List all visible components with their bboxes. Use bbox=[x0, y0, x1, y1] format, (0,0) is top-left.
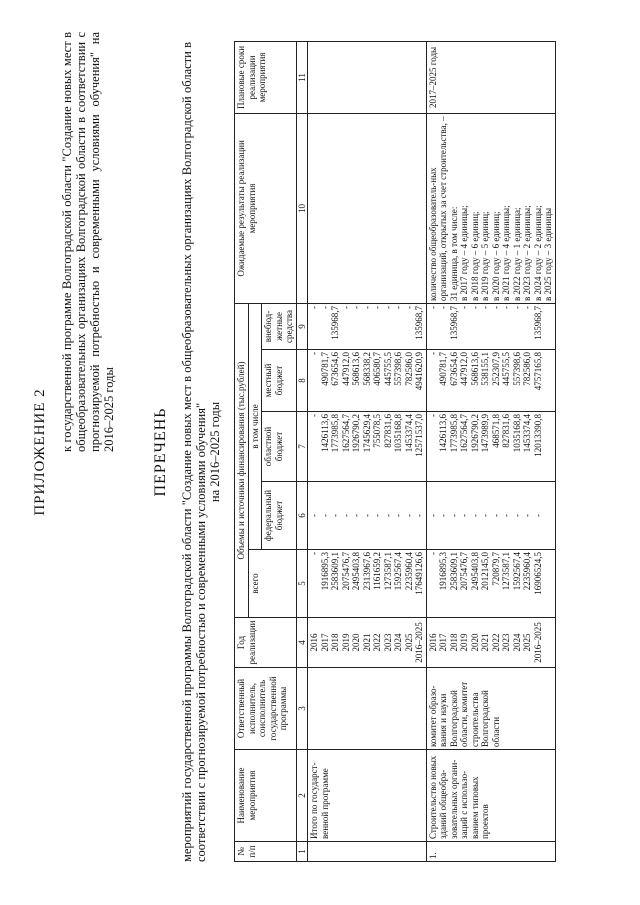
rotated-document-page bbox=[20, 12, 620, 892]
header-total: всего bbox=[248, 550, 296, 618]
row-federal: - - - - - - - - - - - bbox=[426, 482, 555, 550]
col-number: 2 bbox=[296, 750, 308, 842]
header-federal: федеральный бюджет bbox=[262, 482, 297, 550]
total-local: - 490781,7 673654,6 447912,0 568613,6 568338,2 406580,7 445755,5 557398,6 782586,0 4941620,9 bbox=[308, 350, 427, 412]
total-name: Итого по государст-венной программе bbox=[308, 750, 427, 842]
row-extra: - - 135968,7 - - - - - - - 135968,7 bbox=[426, 303, 555, 349]
header-year: Год реализации bbox=[235, 618, 297, 668]
col-number: 8 bbox=[296, 350, 308, 412]
total-extra: - - 135968,7 - - - - - - - 135968,7 bbox=[308, 303, 427, 349]
col-number: 7 bbox=[296, 412, 308, 482]
row-results: количество общеобразователь-ных организаций, открытых за счет строительства, – 31 единица, в том числе: в 2017 году – 4 единицы; в 2018 году – 6 единиц; в 2019 году – 5 единиц; в 2020 году – 6 единиц; в 2021 году – 4 единицы; в 2022 году – 1 единица; в 2023 году – 2 единицы; в 2024 году – 2 единицы; в 2025 году – 3 единицы bbox=[426, 113, 555, 303]
header-local: местный бюджет bbox=[262, 350, 297, 412]
header-no: № п/п bbox=[235, 842, 297, 862]
col-number: 9 bbox=[296, 303, 308, 349]
header-executor: Ответственный исполнитель, соисполнитель государственной программы bbox=[235, 668, 297, 750]
header-name: Наименование мероприятия bbox=[235, 750, 297, 842]
column-number-row bbox=[296, 41, 308, 861]
header-extra: внебюд-жетные средства bbox=[262, 303, 297, 349]
row-terms: 2017–2025 годы bbox=[426, 41, 555, 113]
measures-table bbox=[234, 41, 556, 862]
header-volumes: Объемы и источники финансирования (тыс.рублей) bbox=[235, 303, 249, 617]
document-subtitle bbox=[180, 42, 222, 862]
total-sum: - 1916895,3 2583609,1 2075476,7 2495403,8 2313967,6 1161659,2 1273587,1 1592567,4 2235960,4 17649126,6 bbox=[308, 550, 427, 618]
total-years: 2016 2017 2018 2019 2020 2021 2022 2023 2024 2025 2016–2025 bbox=[308, 618, 427, 668]
col-number: 5 bbox=[296, 550, 308, 618]
row-name: Строительство новых зданий общеобра-зовательных органи-заций с использо-ванием типовых проектов bbox=[426, 750, 555, 842]
total-regional: - 1426113,6 1773985,8 1627564,7 1926790,2 1745629,4 755078,5 827831,6 1035168,8 1453374,4 12571537,0 bbox=[308, 412, 427, 482]
document-subtitle-years: на 2016–2025 годы bbox=[208, 401, 222, 503]
col-number: 3 bbox=[296, 668, 308, 750]
row-total: - 1916895,3 2583609,1 2075476,7 2495403,8 2012145,0 720879,7 1273587,1 1592567,4 2235960,4 16906524,5 bbox=[426, 550, 555, 618]
row-number: 1. bbox=[426, 842, 555, 862]
table-row-total bbox=[308, 41, 427, 861]
appendix-title: ПРИЛОЖЕНИЕ 2 bbox=[32, 388, 48, 516]
header-incl: в том числе bbox=[248, 303, 262, 549]
col-number: 4 bbox=[296, 618, 308, 668]
document-title: ПЕРЕЧЕНЬ bbox=[152, 407, 169, 497]
document-subtitle-main: мероприятий государственной программы Волгоградской области "Создание новых мест в общеобразовательных организациях Волгоградской области в соответствии с прогнозируемой потребностью и современными условиями обучения" bbox=[180, 42, 208, 862]
header-terms: Плановые сроки реализации мероприятия bbox=[235, 41, 297, 113]
header-results: Ожидаемые результаты реализации мероприятия bbox=[235, 113, 297, 303]
row-years: 2016 2017 2018 2019 2020 2021 2022 2023 2024 2025 2016–2025 bbox=[426, 618, 555, 668]
appendix-text: к государственной программе Волгоградской области "Создание новых мест в общеобразовательных организациях Волгоградской области в соответствии с прогнозируемой потребностью и современными условиями обучения" на 2016–2025 годы bbox=[60, 32, 116, 452]
row-executor: комитет образо-вания и науки Волгоградской области, комитет строительства Волгоградской области bbox=[426, 668, 555, 750]
col-number: 11 bbox=[296, 41, 308, 113]
col-number: 6 bbox=[296, 482, 308, 550]
row-regional: - 1426113,6 1773985,8 1627564,7 1926790,2 1473989,9 468571,8 827831,6 1035168,8 1453374,4 12013390,8 bbox=[426, 412, 555, 482]
col-number: 10 bbox=[296, 113, 308, 303]
col-number: 1 bbox=[296, 842, 308, 862]
row-local: - 490781,7 673654,6 447912,0 568613,6 538155,1 252307,9 445755,5 557398,6 782586,0 4757165,8 bbox=[426, 350, 555, 412]
total-federal: - - - - - - - - - - - bbox=[308, 482, 427, 550]
header-regional: областной бюджет bbox=[262, 412, 297, 482]
table-row-1 bbox=[426, 41, 555, 861]
